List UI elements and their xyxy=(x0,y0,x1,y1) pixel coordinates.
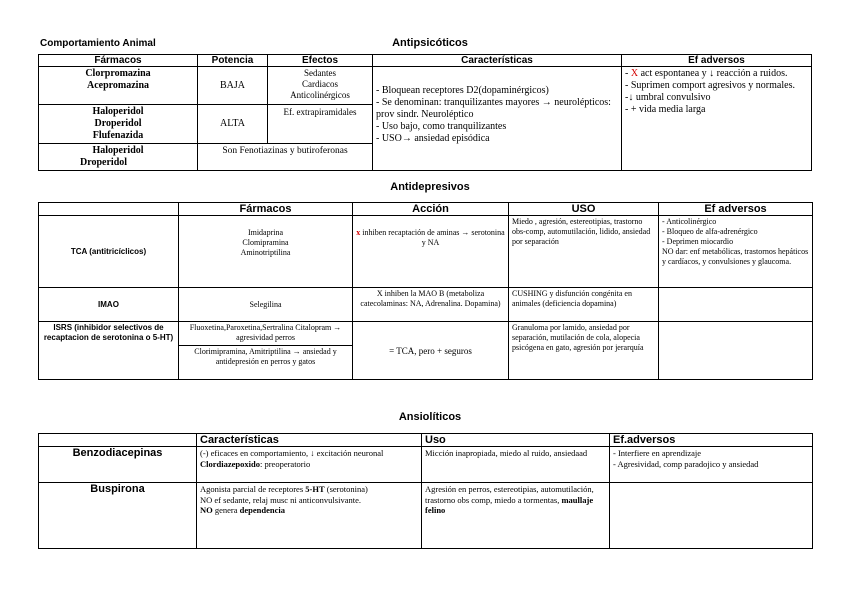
ef-adversos-cell xyxy=(622,67,812,171)
adverso-prefix: - xyxy=(625,68,631,79)
col-header-uso: USO xyxy=(509,203,659,216)
drug-cell xyxy=(39,105,198,144)
table-row xyxy=(39,67,812,105)
antipsicoticos-table xyxy=(38,54,812,171)
ef-adversos-cell xyxy=(659,322,813,380)
buspirona-name-cell: Buspirona xyxy=(39,483,197,549)
col-header-ef-adversos: Ef adversos xyxy=(659,203,813,216)
table-header-row xyxy=(39,203,813,216)
ef-adversos-cell xyxy=(659,288,813,322)
potencia-cell: ALTA xyxy=(198,105,268,144)
caracteristica-line: (-) eficaces en comportamiento, ↓ excitación neuronal xyxy=(200,448,384,458)
table-header-row xyxy=(39,434,813,447)
accion-text: inhiben recaptación de aminas → serotonina y NA xyxy=(360,228,505,247)
x-mark: X xyxy=(630,68,639,79)
caracteristica-line: - Se denominan: tranquilizantes mayores → neurolépticos: prov sindr. Neuroléptico xyxy=(376,97,611,120)
efecto-text: Sedantes xyxy=(304,68,336,78)
adverso-line: -↓ umbral convulsivo xyxy=(625,92,711,103)
caracteristica-line: - Bloquean receptores D2(dopaminérgicos) xyxy=(376,85,549,96)
caracteristica-line xyxy=(200,505,418,516)
benzodiacepinas-name-cell: Benzodiacepinas xyxy=(39,447,197,483)
potencia-cell: BAJA xyxy=(198,67,268,105)
table-row xyxy=(39,216,813,288)
antidepresivos-table xyxy=(38,202,813,380)
uso-cell: Granuloma por lamido, ansiedad por separación, mutilación de cola, alopecia psicógena en gato, agresión por jerarquía xyxy=(509,322,659,380)
drug-group: Fluoxetina,Paroxetina,Sertralina Citalopram → agresividad perros xyxy=(189,323,342,342)
drug-cell: Selegilina xyxy=(179,288,353,322)
col-header-potencia: Potencia xyxy=(198,55,268,67)
drug-cell xyxy=(39,67,198,105)
drug-name: Clorpromazina xyxy=(85,68,151,79)
table-row xyxy=(39,483,813,549)
col-header-caracteristicas: Características xyxy=(197,434,422,447)
adverso-line: - Bloqueo de alfa-adrenérgico xyxy=(662,227,758,236)
page-header: Comportamiento Animal xyxy=(40,38,156,49)
drug-name: Haloperidol xyxy=(92,145,144,156)
adverso-text: act espontanea y ↓ reacción a ruidos. xyxy=(638,68,788,79)
col-header-empty xyxy=(39,203,179,216)
caracteristica-text: (serotonina) xyxy=(324,484,368,494)
col-header-empty xyxy=(39,434,197,447)
efecto-text: Cardiacos xyxy=(302,79,338,89)
adverso-line: - Interfiere en aprendizaje xyxy=(613,448,702,458)
adverso-line: - Anticolinérgico xyxy=(662,217,717,226)
tca-name-cell: TCA (antitricíclicos) xyxy=(39,216,179,288)
drug-name: Imidaprina xyxy=(247,228,284,237)
caracteristica-line: - USO→ ansiedad episódica xyxy=(376,133,490,144)
caracteristica-text: Agonista parcial de receptores xyxy=(200,484,306,494)
table-header-row xyxy=(39,55,812,67)
col-header-uso: Uso xyxy=(422,434,610,447)
uso-cell: CUSHING y disfunción congénita en animales (deficiencia dopamina) xyxy=(509,288,659,322)
caracteristicas-cell xyxy=(373,67,622,171)
caracteristica-line xyxy=(200,484,418,495)
drug-name: Droperidol xyxy=(80,157,128,168)
accion-cell: X inhiben la MAO B (metaboliza catecolaminas: NA, Adrenalina. Dopamina) xyxy=(353,288,509,322)
accion-cell xyxy=(353,216,509,288)
caracteristicas-cell xyxy=(197,447,422,483)
uso-text: Agresión en perros, estereotipias, automutilación, trastorno obs comp, miedo a tormentas, xyxy=(425,484,594,505)
caracteristica-text: genera xyxy=(212,505,240,515)
col-header-ef-adversos: Ef.adversos xyxy=(610,434,813,447)
adverso-line: - Agresividad, comp paradojico y ansiedad xyxy=(613,458,759,469)
drug-name: Aminotriptilina xyxy=(240,248,291,257)
drug-name: Droperidol xyxy=(94,118,142,129)
no-text: NO xyxy=(200,505,213,515)
efectos-cell: Ef. extrapiramidales xyxy=(268,105,373,144)
drug-group: Clorimipramina, Amitriptilina → ansiedad y antidepresión en perros y gatos xyxy=(179,345,352,367)
ef-adversos-cell xyxy=(610,447,813,483)
isrs-name-cell: ISRS (inhibidor selectivos de recaptacion de serotonina o 5-HT) xyxy=(39,322,179,380)
drug-cell xyxy=(179,216,353,288)
drug-name: Clomipramina xyxy=(242,238,289,247)
receptor-name: 5-HT xyxy=(305,484,325,494)
note-cell: Son Fenotiazinas y butiroferonas xyxy=(198,144,373,171)
efecto-text: Anticolinérgicos xyxy=(290,90,350,100)
x-mark: x xyxy=(356,228,361,237)
uso-cell xyxy=(422,483,610,549)
caracteristica-line: - Uso bajo, como tranquilizantes xyxy=(376,121,507,132)
table-row xyxy=(39,447,813,483)
adverso-line xyxy=(625,68,808,80)
ef-adversos-cell xyxy=(659,216,813,288)
adverso-line: - Deprimen miocardio xyxy=(662,237,734,246)
caracteristica-line xyxy=(200,459,418,470)
ansioliticos-table xyxy=(38,433,813,549)
drug-name: Flufenazida xyxy=(92,130,144,141)
adverso-line: NO dar: enf metabólicas, trastornos hepáticos y cardíacos, y convulsiones y glaucoma. xyxy=(662,247,809,266)
accion-cell: = TCA, pero + seguros xyxy=(353,322,509,380)
efectos-cell xyxy=(268,67,373,105)
uso-bold-text: maullaje felino xyxy=(425,494,594,515)
section-title-ansioliticos: Ansiolíticos xyxy=(398,411,462,423)
drug-name: Acepromazina xyxy=(86,80,150,91)
col-header-ef-adversos: Ef adversos xyxy=(622,55,812,67)
adverso-line: - Suprimen comport agresivos y normales. xyxy=(625,80,795,91)
caracteristica-line: NO ef sedante, relaj musc ni anticonvulsivante. xyxy=(200,494,361,505)
drug-cell xyxy=(179,322,353,380)
section-title-antipsicoticos: Antipsicóticos xyxy=(392,37,468,49)
col-header-efectos: Efectos xyxy=(268,55,373,67)
drug-name: Haloperidol xyxy=(92,106,144,117)
dependencia-text: dependencia xyxy=(239,505,285,515)
drug-name: Clordiazepoxido xyxy=(200,458,260,469)
col-header-caracteristicas: Características xyxy=(373,55,622,67)
table-row xyxy=(39,288,813,322)
caracteristicas-cell xyxy=(197,483,422,549)
table-row xyxy=(39,322,813,380)
uso-cell: Miedo , agresión, estereotipias, trastorno obs-comp, automutilación, lidido, ansiedad por separación xyxy=(509,216,659,288)
uso-cell: Micción inapropiada, miedo al ruido, ansiedaad xyxy=(422,447,610,483)
section-title-antidepresivos: Antidepresivos xyxy=(390,181,470,193)
caracteristica-text: : preoperatorio xyxy=(259,458,311,469)
col-header-farmacos: Fármacos xyxy=(39,55,198,67)
adverso-line: - + vida media larga xyxy=(625,104,706,115)
drug-cell xyxy=(39,144,198,171)
col-header-accion: Acción xyxy=(353,203,509,216)
ef-adversos-cell xyxy=(610,483,813,549)
imao-name-cell: IMAO xyxy=(39,288,179,322)
col-header-farmacos: Fármacos xyxy=(179,203,353,216)
